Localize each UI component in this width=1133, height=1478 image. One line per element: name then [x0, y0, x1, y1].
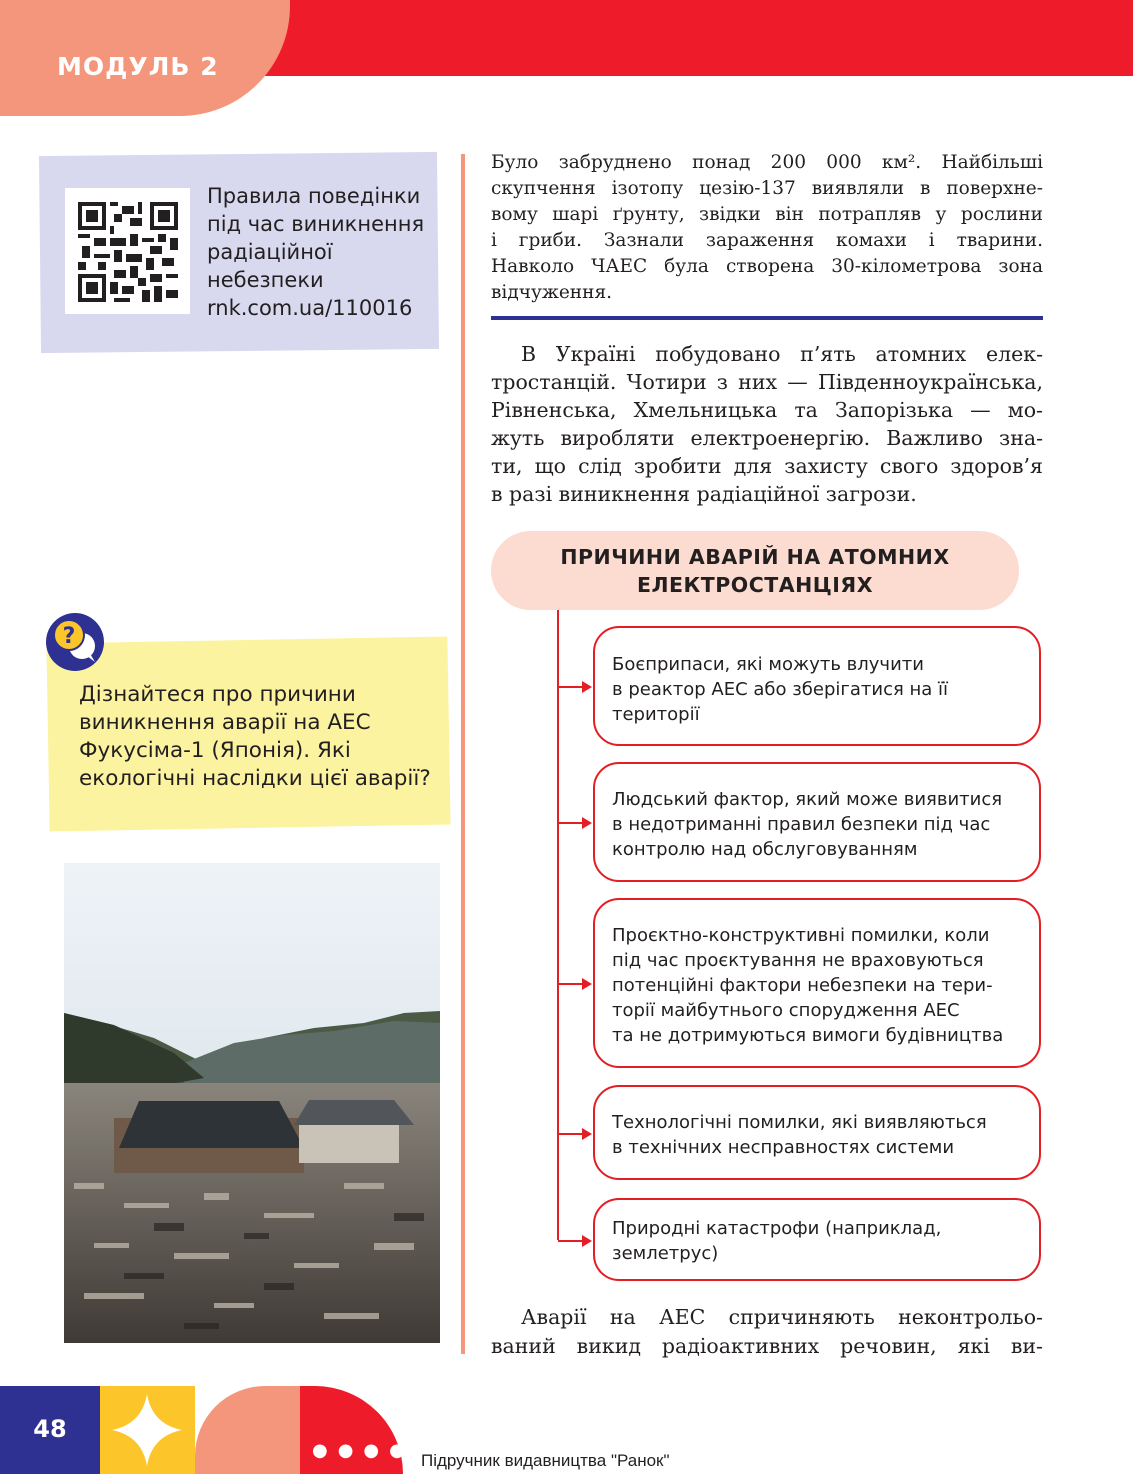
text-line: відчуження.	[491, 282, 613, 303]
cause-line: території	[612, 704, 700, 725]
text-line: ваний викид радіоактивних речовин, які ви-	[491, 1334, 1043, 1358]
cause-line: Технологічні помилки, які виявляються	[612, 1112, 987, 1133]
cause-box-human-factor	[593, 762, 1041, 882]
consequences-paragraph	[491, 1303, 1043, 1361]
arrow-icon	[558, 822, 586, 824]
question-line: Фукусіма-1 (Японія). Які	[79, 738, 351, 763]
qr-link[interactable]: rnk.com.ua/110016	[207, 296, 413, 320]
arrow-icon	[558, 983, 586, 985]
arrow-icon	[558, 1133, 586, 1135]
question-line: виникнення аварії на АЕС	[79, 710, 371, 735]
qr-code[interactable]	[65, 188, 190, 314]
intro-paragraph	[491, 150, 1043, 306]
cause-line: Проєктно-конструктивні помилки, коли	[612, 925, 990, 946]
text-line: Було забруднено понад 200 000 км². Найбільші	[491, 152, 1043, 173]
column-divider	[461, 154, 465, 1354]
qr-code-icon	[78, 202, 178, 302]
text-line: і гриби. Зазнали зараження комахи і тварини.	[491, 230, 1043, 251]
ukraine-npp-paragraph	[491, 340, 1043, 508]
qr-caption-line: Правила поведінки	[207, 184, 421, 208]
cause-line: Боєприпаси, які можуть влучити	[612, 654, 924, 675]
question-bubble-icon	[45, 612, 105, 672]
publisher-note: Підручник видавництва "Ранок"	[421, 1451, 670, 1470]
module-tab	[0, 0, 290, 116]
footer-yellow-block	[100, 1386, 195, 1474]
text-line: тростанцій. Чотири з них — Південноукраїнська,	[491, 370, 1043, 394]
cause-line: потенційні фактори небезпеки на тери-	[612, 975, 993, 996]
cause-line: в недотриманні правил безпеки під час	[612, 814, 991, 835]
cause-line: землетрус)	[612, 1243, 719, 1264]
page-number: 48	[33, 1415, 67, 1443]
question-line: екологічні наслідки цієї аварії?	[79, 766, 431, 791]
section-rule	[491, 316, 1043, 320]
svg-text:?: ?	[62, 624, 76, 649]
text-line: Рівненська, Хмельницька та Запорізька — мо-	[491, 398, 1043, 422]
cause-box-technological-errors	[593, 1085, 1041, 1180]
cause-line: в технічних несправностях системи	[612, 1137, 955, 1158]
question-text	[79, 681, 429, 793]
header-red-band	[230, 0, 1133, 76]
qr-caption-line: небезпеки	[207, 268, 324, 292]
qr-caption-line: під час виникнення	[207, 212, 425, 236]
footer-salmon-block	[195, 1386, 305, 1474]
qr-caption-line: радіаційної	[207, 240, 333, 264]
text-line: Навколо ЧАЕС була створена 30-кілометрова зона	[491, 256, 1043, 277]
cause-line: Людський фактор, який може виявитися	[612, 789, 1003, 810]
qr-caption	[207, 182, 427, 322]
arrow-icon	[558, 1240, 586, 1242]
cause-line: торії майбутнього спорудження АЕС	[612, 1000, 960, 1021]
cause-line: контролю над обслуговуванням	[612, 839, 918, 860]
cause-line: та не дотримуються вимоги будівництва	[612, 1025, 1004, 1046]
cause-line: під час проєктування не враховуються	[612, 950, 984, 971]
sparkle-icon	[100, 1386, 195, 1474]
diagram-connector-line	[557, 610, 559, 1240]
diagram-title-line: ЕЛЕКТРОСТАНЦІЯХ	[636, 573, 873, 597]
diagram-title	[491, 531, 1019, 610]
footer-dots-decoration: ●●●●	[312, 1440, 415, 1461]
fukushima-disaster-photo	[64, 863, 440, 1343]
cause-line: в реактор АЕС або зберігатися на її	[612, 679, 949, 700]
cause-box-natural-disasters	[593, 1198, 1041, 1281]
cause-box-design-errors	[593, 898, 1041, 1068]
text-line: Аварії на АЕС спричиняють неконтрольо-	[521, 1305, 1043, 1329]
text-line: жуть виробляти електроенергію. Важливо зна-	[491, 426, 1043, 450]
text-line: ти, що слід зробити для захисту свого здоров’я	[491, 454, 1043, 478]
module-label: МОДУЛЬ 2	[57, 52, 219, 81]
arrow-icon	[558, 686, 586, 688]
text-line: В Україні побудовано п’ять атомних елек-	[521, 342, 1043, 366]
question-line: Дізнайтеся про причини	[79, 682, 356, 707]
cause-box-munitions	[593, 626, 1041, 746]
cause-line: Природні катастрофи (наприклад,	[612, 1218, 942, 1239]
text-line: вому шарі ґрунту, звідки він потрапляв у рослини	[491, 204, 1043, 225]
text-line: в разі виникнення радіаційної загрози.	[491, 482, 917, 506]
diagram-title-line: ПРИЧИНИ АВАРІЙ НА АТОМНИХ	[560, 545, 950, 569]
text-line: скупчення ізотопу цезію-137 виявляли в поверхне-	[491, 178, 1043, 199]
